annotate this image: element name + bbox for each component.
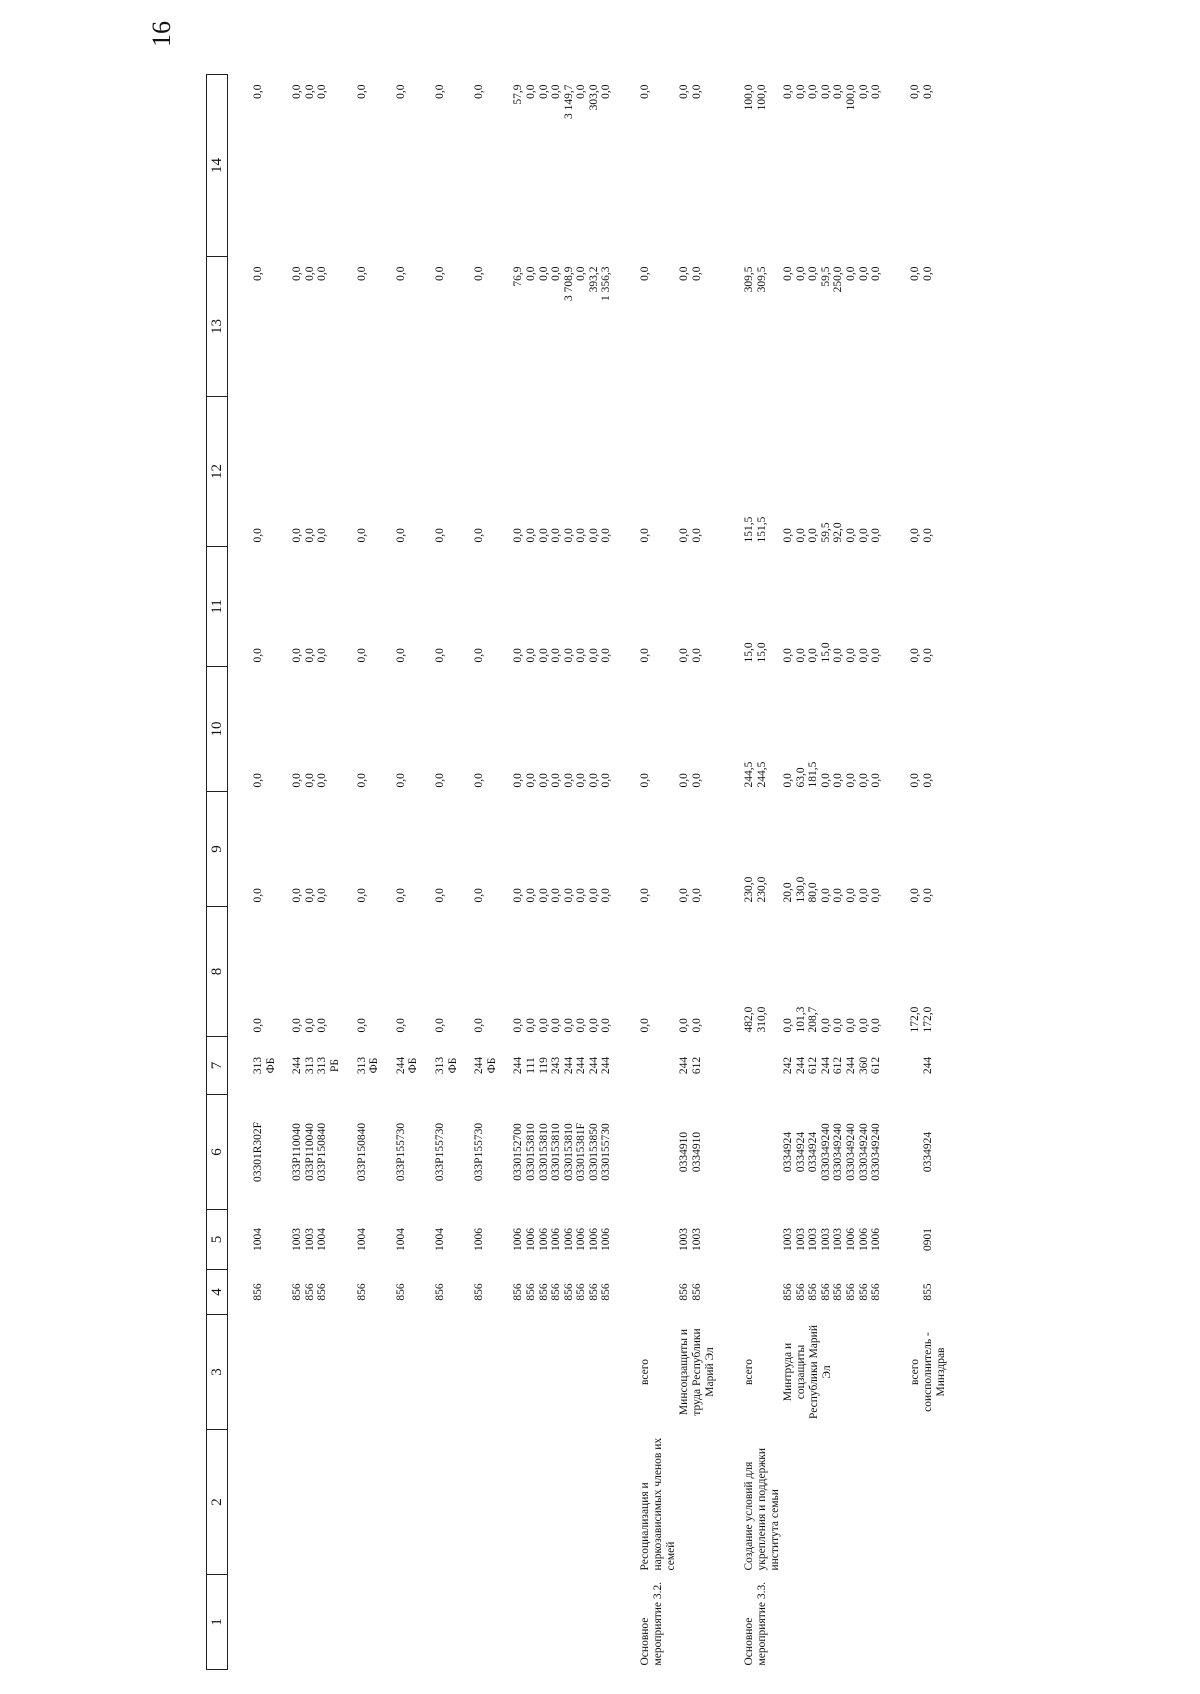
table-cell-c4	[717, 1270, 782, 1315]
table-cell-c7	[717, 1037, 782, 1095]
table-cell-c13: 0,0 0,0	[678, 266, 703, 281]
table-cell-c12: 0,0	[921, 528, 934, 543]
table-cell-c10: 0,0	[433, 773, 446, 788]
table-cell-c14: 0,0	[252, 84, 264, 99]
table-cell-c13: 0,0	[252, 266, 264, 281]
table-cell-c10: 244,5 244,5	[743, 761, 768, 788]
table-cell-c5: 0901	[921, 1228, 934, 1251]
table-cell-c4: 856 856 856	[291, 1283, 329, 1301]
table-cell-c12: 0,0	[252, 528, 264, 543]
table-cell-c14: 0,0	[921, 84, 934, 99]
table-cell-c10: 0,0	[921, 773, 934, 788]
table-cell-c14: 0,0	[394, 84, 407, 99]
table-cell-c7: 244 612	[678, 1056, 703, 1075]
header-cell: 14	[207, 75, 228, 257]
table-cell-c7	[883, 1037, 922, 1095]
table-cell-c11: 0,0	[355, 648, 368, 663]
table-row	[277, 75, 341, 1670]
table-cell-c5	[717, 1210, 782, 1270]
table-cell-c8: 0,0 101,3 208,7 0,0 0,0 0,0 0,0 0,0	[782, 1006, 883, 1033]
table-cell-c3: всего	[743, 1359, 756, 1385]
table-cell-c14: 57,9 0,0 0,0 0,0 3 149,7 0,0 303,0 0,0	[512, 84, 613, 119]
table-cell-c4: 856	[252, 1283, 264, 1301]
table-cell-c9: 0,0	[473, 888, 486, 903]
table-cell-c13: 0,0	[355, 266, 368, 281]
table-cell-c2: Создание условий для укрепления и поддержки института семьи	[743, 1447, 782, 1571]
table-cell-c4	[883, 1270, 922, 1315]
table-cell-c2	[922, 1430, 948, 1575]
table-cell-c9: 20,0 130,0 80,0 0,0 0,0 0,0 0,0 0,0	[782, 876, 883, 903]
header-row	[207, 75, 228, 1670]
table-cell-c13: 0,0	[473, 266, 486, 281]
table-cell-c5: 1003 1003 1003 1003 1003 1006 1006 1006	[782, 1228, 883, 1251]
table-cell-c6: 0330152700 0330153810 0330153810 0330153810 0330153810 033015381F 0330153850 0330155730	[512, 1122, 613, 1182]
table-cell-c12: 0,0 0,0	[678, 528, 703, 543]
table-cell-c7: 313 ФБ	[355, 1056, 381, 1075]
table-cell-c2	[678, 1430, 717, 1575]
table-cell-c8: 0,0	[639, 1018, 652, 1033]
table-cell-c11: 0,0 0,0 0,0 0,0 0,0 0,0 0,0 0,0	[512, 648, 613, 663]
table-cell-c8: 0,0	[433, 1018, 446, 1033]
table-cell-c13: 0,0	[433, 266, 446, 281]
table-cell-c6: 0334910 0334910	[678, 1131, 703, 1173]
table-body	[207, 75, 948, 1670]
table-cell-c14: 0,0	[433, 84, 446, 99]
page-number: 16	[147, 21, 176, 47]
table-cell-c6	[717, 1095, 782, 1210]
table-cell-c14: 0,0 0,0	[678, 84, 703, 99]
table-cell-c2	[342, 1430, 381, 1575]
table-cell-c10: 0,0	[908, 773, 921, 788]
table-cell-c1: Основное мероприятие 3.3.	[743, 1581, 769, 1666]
table-cell-c13: 0,0 0,0 0,0	[291, 266, 329, 281]
table-cell-c13: 0,0 0,0 0,0 59,5 250,0 0,0 0,0 0,0	[782, 266, 883, 293]
table-cell-c5: 1003 1003 1004	[291, 1228, 329, 1251]
table-cell-c4: 856	[355, 1283, 368, 1301]
table-cell-c6: 033P155730	[473, 1122, 486, 1182]
table-cell-c12: 0,0	[433, 528, 446, 543]
table-cell-c2	[782, 1430, 883, 1575]
table-cell-c2	[381, 1430, 420, 1575]
table-cell-c12: 0,0	[908, 528, 921, 543]
table-cell-c10: 0,0 63,0 181,5 0,0 0,0 0,0 0,0 0,0	[782, 761, 883, 788]
table-cell-c9: 0,0	[921, 888, 934, 903]
table-cell-c5: 1004	[355, 1228, 368, 1251]
header-cell: 1	[207, 1575, 228, 1670]
table-cell-c8: 172,0	[908, 1006, 921, 1033]
table-cell-c11: 0,0	[394, 648, 407, 663]
table-cell-c4: 856 856 856 856 856 856 856 856	[782, 1283, 883, 1301]
header-cell: 6	[207, 1095, 228, 1210]
table-cell-c1	[342, 1575, 381, 1670]
table-cell-c5	[883, 1210, 922, 1270]
table-cell-c11: 0,0	[921, 648, 934, 663]
table-cell-c2	[883, 1430, 922, 1575]
table-row	[420, 75, 459, 1670]
table-cell-c5: 1006 1006 1006 1006 1006 1006 1006 1006	[512, 1228, 613, 1251]
table-cell-c8: 0,0	[355, 1018, 368, 1033]
table-cell-c6	[613, 1095, 678, 1210]
table-cell-c13: 0,0	[921, 266, 934, 281]
table-cell-c8: 0,0 0,0 0,0 0,0 0,0 0,0 0,0 0,0	[512, 1018, 613, 1033]
table-cell-c13: 0,0	[394, 266, 407, 281]
header-cell: 7	[207, 1037, 228, 1095]
header-cell: 8	[207, 907, 228, 1037]
table-cell-c7: 244 111 119 243 244 244 244 244	[512, 1056, 613, 1075]
table-cell-c4: 856 856	[678, 1283, 703, 1301]
table-cell-c14: 100,0 100,0	[743, 84, 768, 111]
table-cell-c14: 0,0	[355, 84, 368, 99]
table-cell-c6: 03301R302F	[252, 1121, 264, 1183]
header-cell: 13	[207, 257, 228, 397]
table-cell-c7: 313 ФБ	[252, 1056, 277, 1075]
table-cell-c3	[498, 1315, 613, 1430]
table-cell-c2	[228, 1430, 278, 1575]
table-cell-c8: 172,0	[921, 1006, 934, 1033]
table-cell-c14: 0,0 0,0 0,0	[291, 84, 329, 99]
table-cell-c4: 856	[433, 1283, 446, 1301]
table-cell-c2	[498, 1430, 613, 1575]
table-cell-c10: 0,0	[639, 773, 652, 788]
table-cell-c9: 230,0 230,0	[743, 876, 768, 903]
table-cell-c12: 0,0 0,0 0,0 59,5 92,0 0,0 0,0 0,0	[782, 522, 883, 543]
table-row	[717, 75, 782, 1670]
table-cell-c1: Основное мероприятие 3.2.	[639, 1581, 665, 1666]
table-cell-c12: 0,0 0,0 0,0 0,0 0,0 0,0 0,0 0,0	[512, 528, 613, 543]
table-cell-c5: 1004	[433, 1228, 446, 1251]
table-cell-c1	[883, 1575, 922, 1670]
header-cell: 2	[207, 1430, 228, 1575]
table-cell-c3: Минсоцзащиты и труда Республики Марий Эл	[678, 1328, 717, 1416]
table-cell-c11: 0,0	[908, 648, 921, 663]
table-row	[678, 75, 717, 1670]
table-cell-c8: 0,0	[252, 1018, 264, 1033]
table-cell-c10: 0,0 0,0	[678, 773, 703, 788]
table-cell-c9: 0,0 0,0 0,0 0,0 0,0 0,0 0,0 0,0	[512, 888, 613, 903]
table-cell-c10: 0,0	[252, 773, 264, 788]
table-cell-c5: 1003 1003	[678, 1228, 703, 1251]
table-cell-c7: 244 ФБ	[473, 1056, 498, 1075]
table-cell-c2	[459, 1430, 498, 1575]
table-cell-c1	[228, 1575, 278, 1670]
table-cell-c10: 0,0	[473, 773, 486, 788]
table-cell-c2	[420, 1430, 459, 1575]
table-cell-c7: 244 ФБ	[394, 1056, 420, 1075]
table-cell-c1	[381, 1575, 420, 1670]
table-cell-c12: 0,0	[473, 528, 486, 543]
table-cell-c11: 0,0	[433, 648, 446, 663]
table-cell-c9: 0,0 0,0	[678, 888, 703, 903]
table-cell-c8: 482,0 310,0	[743, 1006, 768, 1033]
table-cell-c3	[277, 1315, 341, 1430]
table-cell-c4: 856	[473, 1283, 486, 1301]
table-row	[883, 75, 922, 1670]
table-cell-c4: 855	[921, 1283, 934, 1301]
table-cell-c3: Минтруда и соцзащиты Республики Марий Эл	[782, 1325, 834, 1419]
table-cell-c7: 242 244 612 244 612 244 360 612	[782, 1056, 883, 1075]
table-cell-c4: 856	[394, 1283, 407, 1301]
table-cell-c9: 0,0	[355, 888, 368, 903]
table-cell-c12: 0,0	[355, 528, 368, 543]
table-cell-c12: 0,0	[394, 528, 407, 543]
table-cell-c2	[277, 1430, 341, 1575]
table-cell-c10: 0,0 0,0 0,0	[291, 773, 329, 788]
table-cell-c5: 1004	[252, 1228, 264, 1251]
table-cell-c11: 0,0 0,0 0,0 15,0 0,0 0,0 0,0 0,0	[782, 642, 883, 663]
table-cell-c3: всего	[639, 1359, 652, 1385]
table-cell-c5: 1004	[394, 1228, 407, 1251]
header-cell: 9	[207, 792, 228, 907]
table-cell-c10: 0,0	[394, 773, 407, 788]
table-cell-c9: 0,0	[908, 888, 921, 903]
table-cell-c14: 0,0 0,0 0,0 0,0 0,0 100,0 0,0 0,0	[782, 84, 883, 111]
budget-table-sheet	[206, 75, 1200, 1670]
table-cell-c1	[498, 1575, 613, 1670]
table-cell-c6: 033P155730	[394, 1122, 407, 1182]
table-cell-c8: 0,0	[394, 1018, 407, 1033]
table-cell-c14: 0,0	[639, 84, 652, 99]
table-cell-c11: 0,0	[639, 648, 652, 663]
table-cell-c9: 0,0 0,0 0,0	[291, 888, 329, 903]
table-row	[381, 75, 420, 1670]
table-cell-c3	[420, 1315, 459, 1430]
table-cell-c3: всего	[908, 1359, 921, 1385]
table-row	[459, 75, 498, 1670]
table-cell-c5	[613, 1210, 678, 1270]
table-cell-c12: 0,0 0,0 0,0	[291, 528, 329, 543]
table-row	[342, 75, 381, 1670]
table-cell-c3	[459, 1315, 498, 1430]
header-cell: 4	[207, 1270, 228, 1315]
table-cell-c11: 15,0 15,0	[743, 642, 768, 663]
header-cell: 11	[207, 547, 228, 667]
table-cell-c6: 0334924 0334924 0334924 0330349240 0330349240 0330349240 0330349240 0330349240	[782, 1123, 883, 1181]
header-cell: 3	[207, 1315, 228, 1430]
table-cell-c12: 0,0	[639, 528, 652, 543]
table-cell-c9: 0,0	[433, 888, 446, 903]
table-cell-c10: 0,0 0,0 0,0 0,0 0,0 0,0 0,0 0,0	[512, 773, 613, 788]
table-cell-c8: 0,0 0,0	[678, 1018, 703, 1033]
table-cell-c14: 0,0	[908, 84, 921, 99]
header-cell: 10	[207, 667, 228, 792]
table-cell-c11: 0,0 0,0 0,0	[291, 648, 329, 663]
table-cell-c6: 0334924	[921, 1131, 934, 1173]
table-cell-c9: 0,0	[639, 888, 652, 903]
table-cell-c8: 0,0	[473, 1018, 486, 1033]
table-cell-c14: 0,0	[473, 84, 486, 99]
table-row	[922, 75, 948, 1670]
header-cell: 5	[207, 1210, 228, 1270]
table-cell-c1	[678, 1575, 717, 1670]
table-cell-c13: 0,0	[908, 266, 921, 281]
table-cell-c5: 1006	[473, 1228, 486, 1251]
table-cell-c4: 856 856 856 856 856 856 856 856	[512, 1283, 613, 1301]
table-cell-c9: 0,0	[252, 888, 264, 903]
table-cell-c1	[420, 1575, 459, 1670]
table-cell-c1	[922, 1575, 948, 1670]
table-cell-c2: Ресоциализация и наркозависимых членов их семей	[639, 1437, 678, 1571]
table-row	[782, 75, 883, 1670]
table-cell-c8: 0,0 0,0 0,0	[291, 1018, 329, 1033]
table-cell-c3	[381, 1315, 420, 1430]
table-cell-c13: 76,9 0,0 0,0 0,0 3 708,9 0,0 393,2 1 356,3	[512, 266, 613, 301]
table-cell-c11: 0,0 0,0	[678, 648, 703, 663]
table-cell-c11: 0,0	[473, 648, 486, 663]
table-cell-c6: 033P155730	[433, 1122, 446, 1182]
table-cell-c3	[342, 1315, 381, 1430]
table-cell-c6	[883, 1095, 922, 1210]
table-cell-c7	[613, 1037, 678, 1095]
table-cell-c7: 244	[921, 1056, 934, 1075]
table-cell-c1	[459, 1575, 498, 1670]
table-cell-c7: 244 313 313 РБ	[291, 1056, 341, 1075]
header-cell: 12	[207, 397, 228, 547]
table-cell-c10: 0,0	[355, 773, 368, 788]
table-cell-c7: 313 ФБ	[433, 1056, 459, 1075]
table-row	[228, 75, 278, 1670]
budget-table	[206, 74, 948, 1670]
table-cell-c11: 0,0	[252, 648, 264, 663]
table-row	[613, 75, 678, 1670]
table-cell-c1	[782, 1575, 883, 1670]
table-row	[498, 75, 613, 1670]
table-cell-c13: 309,5 309,5	[743, 266, 768, 293]
table-cell-c13: 0,0	[639, 266, 652, 281]
table-cell-c9: 0,0	[394, 888, 407, 903]
table-cell-c6: 033P150840	[355, 1122, 368, 1182]
table-cell-c4	[613, 1270, 678, 1315]
table-cell-c1	[277, 1575, 341, 1670]
table-cell-c6: 033P110040 033P110040 033P150840	[291, 1122, 329, 1182]
table-cell-c12: 151,5 151,5	[743, 516, 768, 543]
table-cell-c3	[228, 1315, 278, 1430]
table-cell-c3: соисполнитель - Минздрав	[921, 1332, 947, 1412]
